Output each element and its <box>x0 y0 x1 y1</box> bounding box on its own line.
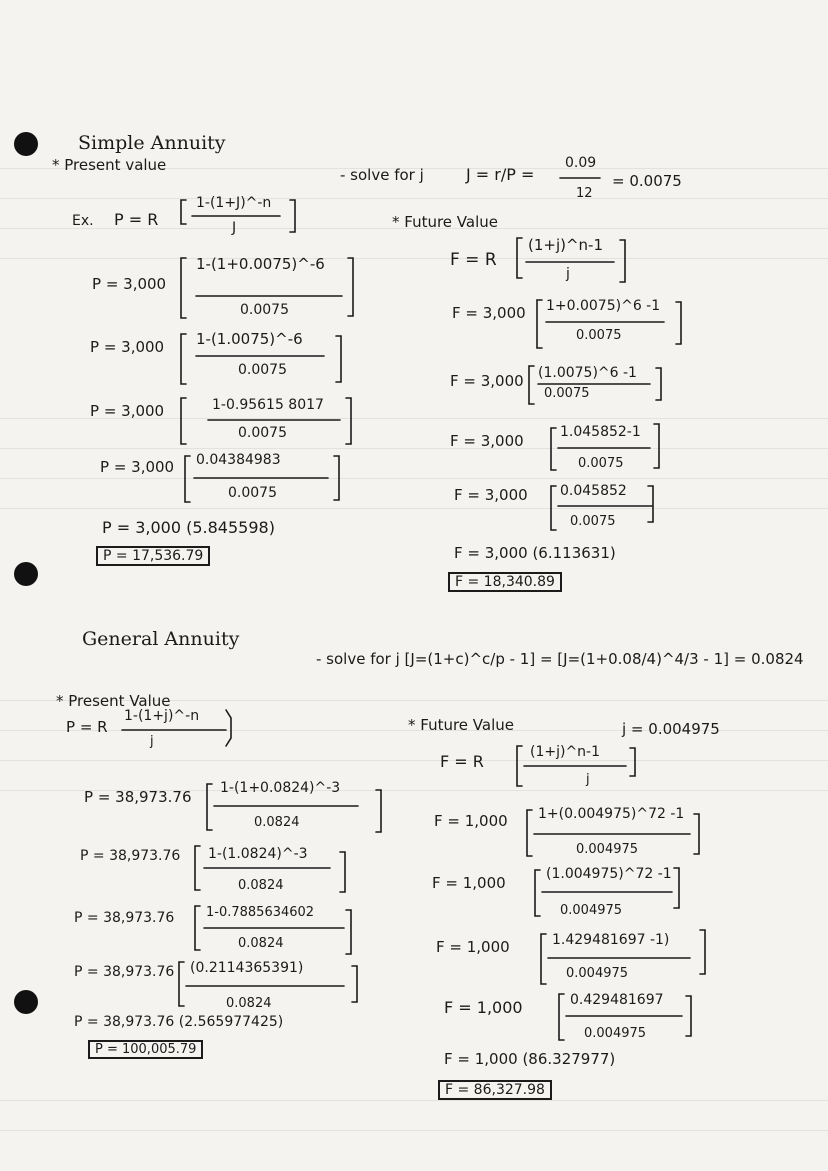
simple-pv-step-den: 0.0075 <box>238 425 287 441</box>
general-pv-step-lead: P = 38,973.76 <box>80 848 181 864</box>
general-pv-product: P = 38,973.76 (2.565977425) <box>74 1014 284 1030</box>
simple-pv-step-lead: P = 3,000 <box>100 458 175 476</box>
simple-pv-step-num: 0.04384983 <box>196 452 281 468</box>
general-fv-heading: * Future Value <box>408 716 514 734</box>
simple-fv-formula-lead: F = R <box>450 250 497 270</box>
general-fv-step-den: 0.004975 <box>560 903 623 918</box>
general-fv-step-num: (1.004975)^72 -1 <box>546 866 672 882</box>
simple-fv-step-lead: F = 3,000 <box>450 432 524 450</box>
general-pv-step-lead: P = 38,973.76 <box>84 788 192 806</box>
simple-fv-step-lead: F = 3,000 <box>452 304 526 322</box>
simple-fv-formula-num: (1+j)^n-1 <box>528 236 604 254</box>
simple-pv-formula-den: J <box>232 220 237 236</box>
simple-fv-step-lead: F = 3,000 <box>454 486 528 504</box>
simple-pv-step-num: 1-(1+0.0075)^-6 <box>196 255 325 273</box>
general-pv-heading: * Present Value <box>56 692 171 710</box>
general-fv-step-num: 1+(0.004975)^72 -1 <box>538 806 685 822</box>
simple-pv-step-den: 0.0075 <box>228 485 277 501</box>
simple-pv-heading: * Present value <box>52 156 167 174</box>
general-fv-step-num: 1.429481697 -1) <box>552 932 670 948</box>
simple-fv-step-den: 0.0075 <box>578 456 624 471</box>
simple-fv-step-den: 0.0075 <box>544 386 590 401</box>
general-pv-step-num: 1-(1+0.0824)^-3 <box>220 780 341 796</box>
simple-fv-step-den: 0.0075 <box>570 514 616 529</box>
simple-pv-formula-num: 1-(1+J)^-n <box>196 195 272 211</box>
general-fv-formula-den: j <box>586 772 590 787</box>
simple-annuity-title: Simple Annuity <box>78 132 226 154</box>
simple-solve-result: = 0.0075 <box>612 172 682 190</box>
simple-fv-step-num: 1+0.0075)^6 -1 <box>546 298 661 314</box>
general-fv-step-den: 0.004975 <box>566 966 629 981</box>
simple-pv-step-den: 0.0075 <box>238 362 287 378</box>
general-fv-step-num: 0.429481697 <box>570 992 664 1008</box>
simple-pv-formula-lead: P = R <box>114 210 159 229</box>
simple-fv-step-lead: F = 3,000 <box>450 372 524 390</box>
general-fv-step-lead: F = 1,000 <box>432 874 506 892</box>
simple-solve-num: 0.09 <box>565 155 597 171</box>
simple-fv-heading: * Future Value <box>392 213 498 231</box>
simple-pv-step-lead: P = 3,000 <box>90 338 165 356</box>
general-annuity-title: General Annuity <box>82 628 240 650</box>
simple-fv-step-den: 0.0075 <box>576 328 622 343</box>
simple-pv-step-num: 1-(1.0075)^-6 <box>196 330 303 348</box>
general-fv-step-lead: F = 1,000 <box>444 998 523 1017</box>
general-fv-answer: F = 86,327.98 <box>438 1080 552 1100</box>
general-pv-step-num: 1-0.7885634602 <box>206 905 315 920</box>
general-pv-formula-num: 1-(1+j)^-n <box>124 708 200 724</box>
general-j-value: j = 0.004975 <box>622 720 720 738</box>
general-pv-formula-lead: P = R <box>66 718 108 736</box>
simple-solve-eq: J = r/P = <box>466 165 535 184</box>
simple-pv-answer: P = 17,536.79 <box>96 546 210 566</box>
general-fv-step-den: 0.004975 <box>576 842 639 857</box>
simple-pv-step-den: 0.0075 <box>240 302 289 318</box>
general-pv-step-den: 0.0824 <box>238 878 284 893</box>
simple-fv-formula-den: j <box>566 266 570 282</box>
general-pv-step-den: 0.0824 <box>226 996 272 1011</box>
general-pv-step-lead: P = 38,973.76 <box>74 910 175 926</box>
simple-fv-product: F = 3,000 (6.113631) <box>454 544 616 562</box>
simple-pv-step-lead: P = 3,000 <box>90 402 165 420</box>
simple-solve-den: 12 <box>576 186 593 201</box>
general-pv-step-lead: P = 38,973.76 <box>74 964 175 980</box>
general-fv-step-den: 0.004975 <box>584 1026 647 1041</box>
simple-ex-label: Ex. <box>72 213 94 229</box>
general-pv-step-num: 1-(1.0824)^-3 <box>208 846 308 862</box>
simple-pv-step-lead: P = 3,000 <box>92 275 167 293</box>
simple-fv-step-num: (1.0075)^6 -1 <box>538 365 637 381</box>
simple-pv-step-num: 1-0.95615 8017 <box>212 397 324 413</box>
general-fv-formula-num: (1+j)^n-1 <box>530 744 601 760</box>
general-pv-answer: P = 100,005.79 <box>88 1040 203 1059</box>
simple-solve-label: - solve for j <box>340 166 424 184</box>
simple-fv-step-num: 0.045852 <box>560 483 627 499</box>
simple-fv-answer: F = 18,340.89 <box>448 572 562 592</box>
simple-fv-step-num: 1.045852-1 <box>560 424 641 440</box>
general-solve-line: - solve for j [J=(1+c)^c/p - 1] = [J=(1+0.08/4)^4/3 - 1] = 0.0824 <box>316 650 804 668</box>
general-pv-step-den: 0.0824 <box>238 936 284 951</box>
simple-pv-product: P = 3,000 (5.845598) <box>102 518 275 537</box>
general-fv-product: F = 1,000 (86.327977) <box>444 1050 616 1068</box>
general-fv-step-lead: F = 1,000 <box>436 938 510 956</box>
general-pv-step-den: 0.0824 <box>254 815 300 830</box>
general-pv-formula-den: j <box>150 734 154 749</box>
general-pv-step-num: (0.2114365391) <box>190 960 304 976</box>
general-fv-step-lead: F = 1,000 <box>434 812 508 830</box>
general-fv-formula-lead: F = R <box>440 752 484 771</box>
